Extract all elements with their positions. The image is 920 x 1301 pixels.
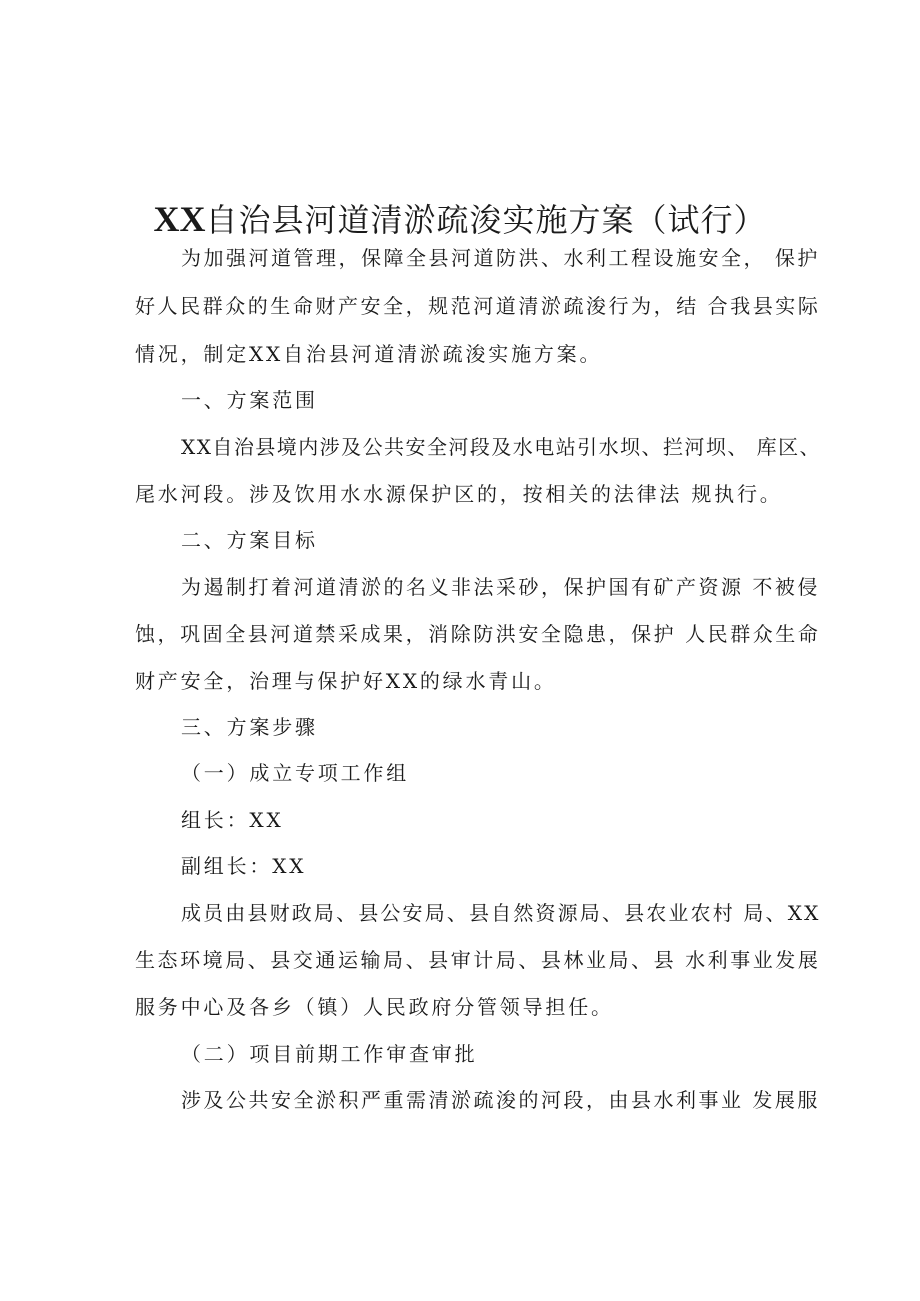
paragraph-goals-line-3: 财产安全，治理与保护好XX的绿水青山。 xyxy=(135,669,557,693)
title-prefix: XX xyxy=(153,199,206,240)
paragraph-members-line-1: 成员由县财政局、县公安局、县自然资源局、县农业农村 局、XX xyxy=(181,901,821,925)
document-title xyxy=(0,195,920,244)
paragraph-scope-line-2: 尾水河段。涉及饮用水水源保护区的，按相关的法律法 规执行。 xyxy=(135,482,783,506)
paragraph-intro-line-1: 为加强河道管理，保障全县河道防洪、水利工程设施安全， 保护 xyxy=(181,246,820,270)
paragraph-intro-line-3: 情况，制定XX自治县河道清淤疏浚实施方案。 xyxy=(135,342,603,366)
paragraph-scope-line-1: XX自治县境内涉及公共安全河段及水电站引水坝、拦河坝、 库区、 xyxy=(181,435,821,459)
section-heading-goals: 二、方案目标 xyxy=(181,528,318,552)
section-heading-steps: 三、方案步骤 xyxy=(181,715,318,739)
section-heading-scope: 一、方案范围 xyxy=(181,388,318,412)
paragraph-members-line-3: 服务中心及各乡（镇）人民政府分管领导担任。 xyxy=(135,995,614,1019)
paragraph-goals-line-2: 蚀，巩固全县河道禁采成果，消除防洪安全隐患，保护 人民群众生命 xyxy=(135,622,821,646)
paragraph-review-line-1: 涉及公共安全淤积严重需清淤疏浚的河段，由县水利事业 发展服 xyxy=(181,1088,820,1112)
deputy-leader-line: 副组长：XX xyxy=(181,854,307,878)
title-text: 自治县河道清淤疏浚实施方案（试行） xyxy=(205,201,767,240)
leader-line: 组长：XX xyxy=(181,808,284,832)
subsection-heading-review: （二）项目前期工作审查审批 xyxy=(181,1042,478,1066)
paragraph-goals-line-1: 为遏制打着河道清淤的名义非法采砂，保护国有矿产资源 不被侵 xyxy=(181,575,820,599)
paragraph-members-line-2: 生态环境局、县交通运输局、县审计局、县林业局、县 水利事业发展 xyxy=(135,948,821,972)
paragraph-intro-line-2: 好人民群众的生命财产安全，规范河道清淤疏浚行为，结 合我县实际 xyxy=(135,294,821,318)
subsection-heading-working-group: （一）成立专项工作组 xyxy=(181,761,409,785)
